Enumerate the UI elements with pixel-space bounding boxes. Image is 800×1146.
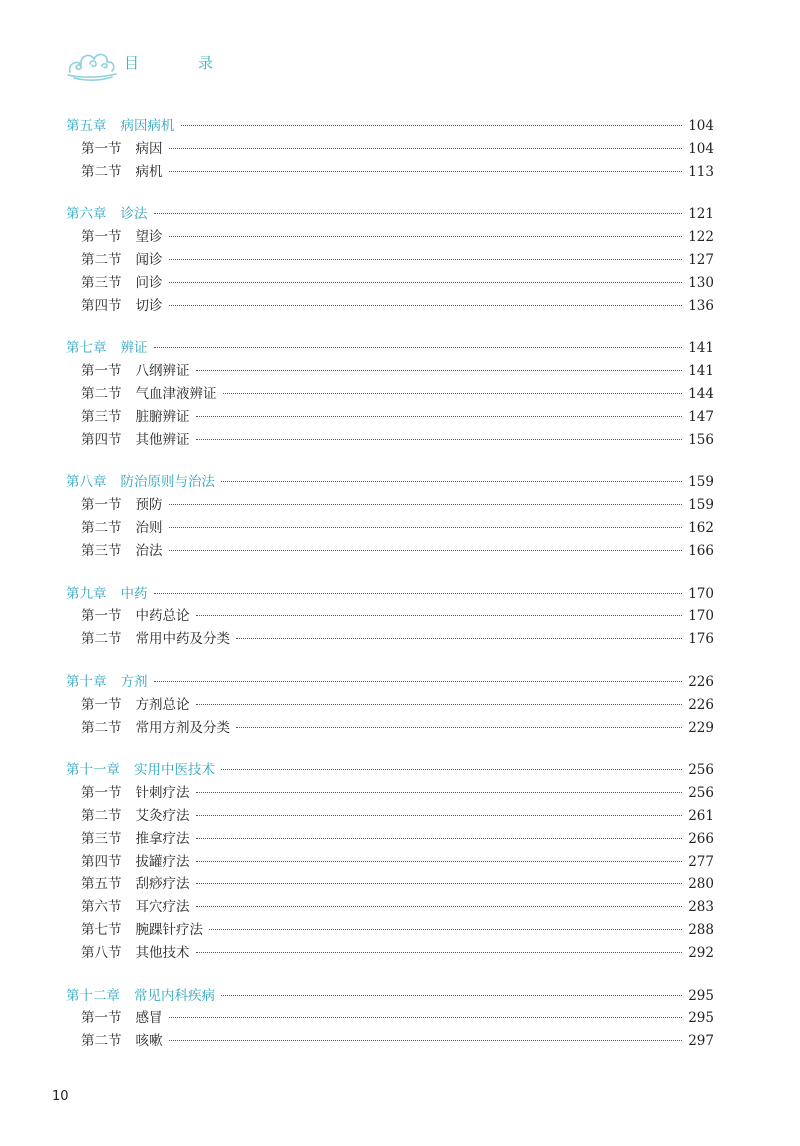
page-title: 目 录 (124, 53, 236, 72)
toc-chapter-entry[interactable] (66, 670, 714, 693)
toc-chapter-entry[interactable] (66, 336, 714, 359)
dot-leader (196, 370, 683, 371)
page-number: 162 (688, 519, 714, 536)
page-number: 261 (688, 807, 714, 824)
toc-chapter (66, 114, 714, 182)
chapter-title: 辨证 (120, 340, 148, 357)
toc-chapter (66, 202, 714, 316)
dot-leader (221, 995, 682, 996)
page-number: 156 (688, 431, 714, 448)
dot-leader (236, 727, 682, 728)
section-title: 耳穴疗法 (135, 899, 190, 916)
toc-section-entry[interactable] (66, 872, 714, 895)
section-title: 望诊 (135, 229, 163, 246)
toc-chapter-entry[interactable] (66, 470, 714, 493)
toc-section-entry[interactable] (66, 627, 714, 650)
section-number: 第五节 (81, 876, 122, 893)
section-title: 其他技术 (135, 944, 190, 961)
section-number: 第一节 (81, 696, 122, 713)
page-number: 283 (688, 899, 714, 916)
page-number: 170 (688, 608, 714, 625)
toc-chapter (66, 984, 714, 1052)
toc-section-entry[interactable] (66, 160, 714, 183)
dot-leader (196, 883, 683, 884)
dot-leader (196, 952, 683, 953)
page-number: 297 (688, 1033, 714, 1050)
dot-leader (221, 481, 682, 482)
toc-section-entry[interactable] (66, 271, 714, 294)
toc-section-entry[interactable] (66, 604, 714, 627)
section-number: 第一节 (81, 497, 122, 514)
dot-leader (196, 906, 683, 907)
toc-chapter (66, 582, 714, 650)
dot-leader (169, 171, 683, 172)
section-title: 八纲辨证 (135, 363, 190, 380)
toc-section-entry[interactable] (66, 382, 714, 405)
section-number: 第三节 (81, 274, 122, 291)
toc-section-entry[interactable] (66, 781, 714, 804)
section-number: 第二节 (81, 251, 122, 268)
section-number: 第二节 (81, 519, 122, 536)
dot-leader (169, 1040, 683, 1041)
section-number: 第四节 (81, 297, 122, 314)
section-title: 病机 (135, 163, 163, 180)
section-title: 预防 (135, 497, 163, 514)
toc-section-entry[interactable] (66, 941, 714, 964)
chapter-title: 常见内科疾病 (134, 987, 215, 1004)
chapter-number: 第十章 (66, 673, 107, 690)
section-number: 第二节 (81, 719, 122, 736)
toc-chapter-entry[interactable] (66, 984, 714, 1007)
page-number: 176 (688, 631, 714, 648)
page-number: 121 (688, 206, 714, 223)
dot-leader (154, 593, 683, 594)
toc-section-entry[interactable] (66, 516, 714, 539)
section-title: 切诊 (135, 297, 163, 314)
dot-leader (169, 282, 683, 283)
toc-section-entry[interactable] (66, 428, 714, 451)
chapter-number: 第五章 (66, 118, 107, 134)
section-title: 脏腑辨证 (135, 408, 190, 425)
toc-section-entry[interactable] (66, 827, 714, 850)
dot-leader (236, 638, 682, 639)
section-title: 问诊 (135, 274, 163, 291)
dot-leader (196, 615, 683, 616)
dot-leader (169, 504, 683, 505)
section-title: 气血津液辨证 (135, 385, 217, 402)
page-number: 136 (688, 297, 714, 314)
section-number: 第四节 (81, 431, 122, 448)
section-number: 第八节 (81, 944, 122, 961)
section-title: 腕踝针疗法 (135, 921, 203, 938)
section-title: 拔罐疗法 (135, 853, 190, 870)
toc-chapter (66, 336, 714, 450)
toc-section-entry[interactable] (66, 137, 714, 160)
toc-section-entry[interactable] (66, 850, 714, 873)
page-number: 288 (688, 921, 714, 938)
section-number: 第三节 (81, 408, 122, 425)
chapter-title: 实用中医技术 (134, 762, 215, 779)
folio-page-number: 10 (52, 1089, 69, 1104)
page-number: 256 (688, 785, 714, 802)
page-number: 141 (688, 340, 714, 357)
page-number: 159 (688, 497, 714, 514)
section-title: 常用中药及分类 (135, 631, 230, 648)
page-number: 144 (688, 385, 714, 402)
toc-chapter-entry[interactable] (66, 582, 714, 605)
page-number: 226 (688, 673, 714, 690)
chapter-number: 第九章 (66, 585, 107, 602)
toc-section-entry[interactable] (66, 895, 714, 918)
section-title: 治法 (135, 542, 163, 559)
toc-chapter-entry[interactable] (66, 114, 714, 137)
page-number: 130 (688, 274, 714, 291)
page-number: 226 (688, 696, 714, 713)
toc-section-entry[interactable] (66, 693, 714, 716)
section-number: 第一节 (81, 785, 122, 802)
dot-leader (209, 929, 682, 930)
chapter-title: 中药 (120, 585, 148, 602)
dot-leader (223, 393, 683, 394)
section-number: 第二节 (81, 631, 122, 648)
dot-leader (169, 148, 683, 149)
page-number: 256 (688, 762, 714, 779)
section-number: 第二节 (81, 1033, 122, 1050)
section-number: 第六节 (81, 899, 122, 916)
dot-leader (181, 125, 683, 126)
section-title: 针刺疗法 (135, 785, 190, 802)
section-number: 第七节 (81, 921, 122, 938)
dot-leader (154, 347, 683, 348)
page-number: 104 (688, 118, 714, 134)
table-of-contents (66, 114, 714, 1072)
section-title: 常用方剂及分类 (135, 719, 230, 736)
page-number: 159 (688, 474, 714, 491)
dot-leader (221, 769, 682, 770)
page-number: 104 (688, 140, 714, 157)
dot-leader (169, 527, 683, 528)
section-number: 第四节 (81, 853, 122, 870)
dot-leader (169, 1017, 683, 1018)
chapter-number: 第七章 (66, 340, 107, 357)
dot-leader (196, 439, 683, 440)
section-title: 病因 (135, 140, 163, 157)
section-number: 第二节 (81, 807, 122, 824)
chapter-number: 第十一章 (66, 762, 120, 779)
section-number: 第一节 (81, 363, 122, 380)
chapter-number: 第十二章 (66, 987, 120, 1004)
toc-section-entry[interactable] (66, 294, 714, 317)
section-number: 第一节 (81, 608, 122, 625)
dot-leader (196, 838, 683, 839)
page-number: 277 (688, 853, 714, 870)
dot-leader (196, 815, 683, 816)
section-number: 第二节 (81, 385, 122, 402)
dot-leader (169, 259, 683, 260)
toc-section-entry[interactable] (66, 539, 714, 562)
page-number: 127 (688, 251, 714, 268)
toc-chapter (66, 758, 714, 963)
section-number: 第三节 (81, 830, 122, 847)
section-title: 推拿疗法 (135, 830, 190, 847)
page-number: 122 (688, 229, 714, 246)
dot-leader (196, 792, 683, 793)
chapter-title: 诊法 (120, 206, 148, 223)
section-title: 咳嗽 (135, 1033, 163, 1050)
dot-leader (169, 236, 683, 237)
toc-section-entry[interactable] (66, 359, 714, 382)
page-number: 166 (688, 542, 714, 559)
section-title: 中药总论 (135, 608, 190, 625)
chapter-number: 第八章 (66, 474, 107, 491)
dot-leader (169, 305, 683, 306)
toc-section-entry[interactable] (66, 405, 714, 428)
toc-section-entry[interactable] (66, 1006, 714, 1029)
section-title: 刮痧疗法 (135, 876, 190, 893)
dot-leader (169, 550, 683, 551)
page-number: 229 (688, 719, 714, 736)
section-title: 闻诊 (135, 251, 163, 268)
auspicious-cloud-icon (66, 42, 118, 82)
section-title: 方剂总论 (135, 696, 190, 713)
dot-leader (154, 213, 683, 214)
section-number: 第一节 (81, 1010, 122, 1027)
section-number: 第二节 (81, 163, 122, 180)
section-number: 第一节 (81, 140, 122, 157)
dot-leader (196, 416, 683, 417)
toc-section-entry[interactable] (66, 493, 714, 516)
section-number: 第三节 (81, 542, 122, 559)
toc-section-entry[interactable] (66, 804, 714, 827)
dot-leader (196, 861, 683, 862)
page-number: 292 (688, 944, 714, 961)
toc-chapter-entry[interactable] (66, 758, 714, 781)
toc-section-entry[interactable] (66, 248, 714, 271)
dot-leader (154, 681, 683, 682)
toc-chapter-entry[interactable] (66, 202, 714, 225)
section-title: 治则 (135, 519, 163, 536)
toc-section-entry[interactable] (66, 1029, 714, 1052)
chapter-title: 病因病机 (120, 118, 175, 134)
section-title: 艾灸疗法 (135, 807, 190, 824)
page-number: 141 (688, 363, 714, 380)
toc-section-entry[interactable] (66, 225, 714, 248)
section-title: 感冒 (135, 1010, 163, 1027)
dot-leader (196, 704, 683, 705)
page-number: 295 (688, 1010, 714, 1027)
page-number: 280 (688, 876, 714, 893)
toc-chapter (66, 470, 714, 561)
toc-section-entry[interactable] (66, 918, 714, 941)
toc-chapter (66, 670, 714, 738)
section-title: 其他辨证 (135, 431, 190, 448)
page-number: 113 (688, 163, 714, 180)
page-number: 170 (688, 585, 714, 602)
page-number: 295 (688, 987, 714, 1004)
page-header (66, 40, 235, 84)
page-number: 266 (688, 830, 714, 847)
section-number: 第一节 (81, 229, 122, 246)
page-number: 147 (688, 408, 714, 425)
toc-section-entry[interactable] (66, 716, 714, 739)
chapter-number: 第六章 (66, 206, 107, 223)
chapter-title: 方剂 (120, 673, 148, 690)
chapter-title: 防治原则与治法 (120, 474, 215, 491)
